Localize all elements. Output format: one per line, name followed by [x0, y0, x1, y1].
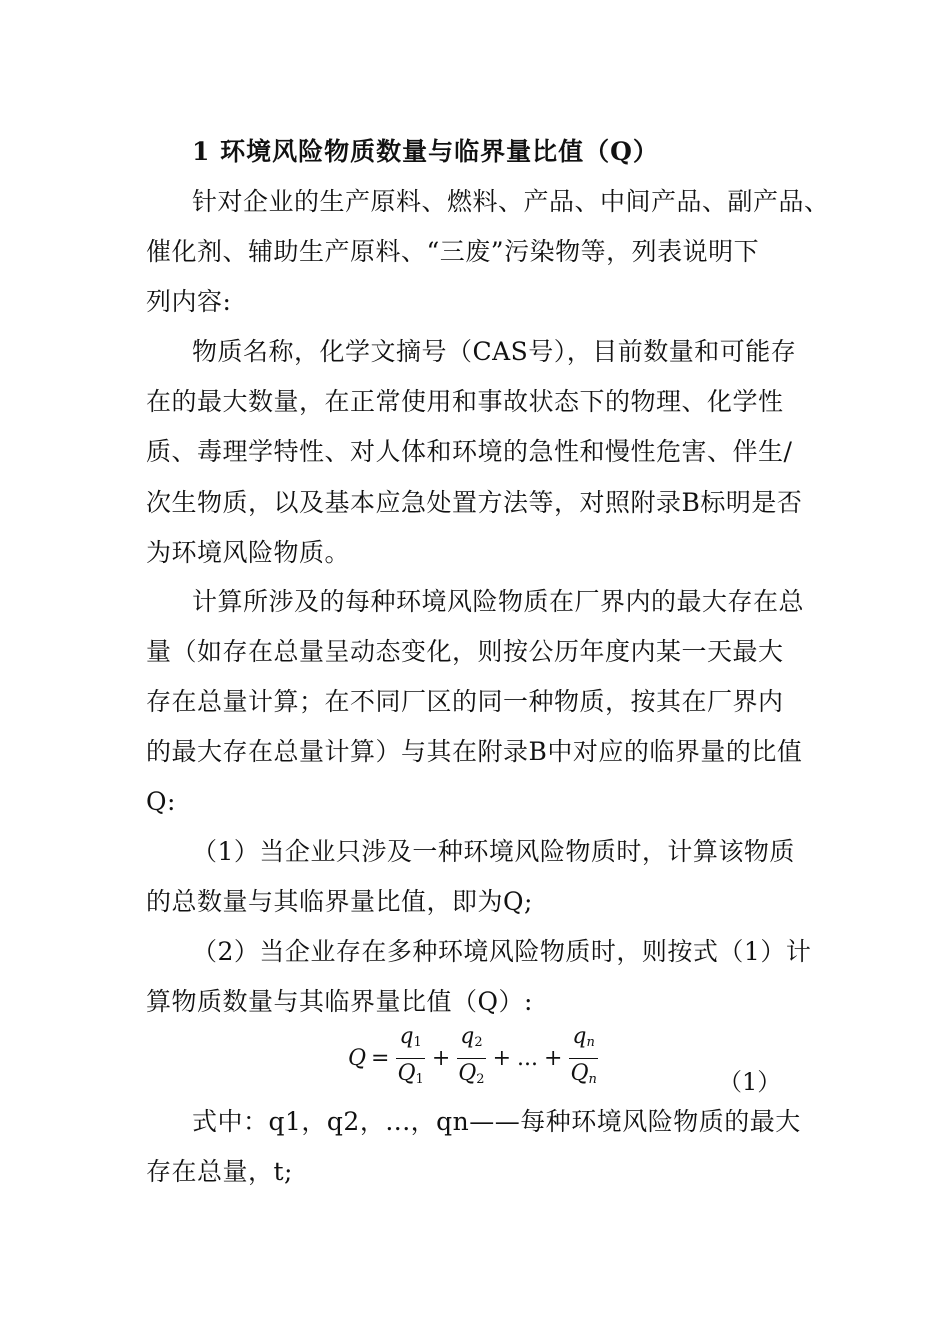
paragraph-line: 的总数量与其临界量比值，即为Q; — [146, 887, 533, 916]
paragraph-line: 在的最大数量，在正常使用和事故状态下的物理、化学性 — [146, 387, 784, 416]
formula-plus: + — [492, 1045, 512, 1071]
paragraph-line: 针对企业的生产原料、燃料、产品、中间产品、副产品、 — [192, 187, 830, 216]
fraction-denominator: $Q_2$ — [458, 1060, 485, 1087]
paragraph-line: 存在总量，t; — [146, 1157, 293, 1186]
paragraph-line: 催化剂、辅助生产原料、“三废”污染物等，列表说明下 — [146, 237, 760, 266]
paragraph-line: 的最大存在总量计算）与其在附录B中对应的临界量的比值 — [146, 737, 803, 766]
paragraph-line: （1）当企业只涉及一种环境风险物质时，计算该物质 — [192, 837, 795, 866]
paragraph-line: （2）当企业存在多种环境风险物质时，则按式（1）计 — [192, 937, 812, 966]
paragraph-line: 质、毒理学特性、对人体和环境的急性和慢性危害、伴生/ — [146, 437, 793, 466]
equation-number: （1） — [718, 1068, 782, 1096]
paragraph-line: 式中：q1，q2，...，qn——每种环境风险物质的最大 — [192, 1107, 801, 1136]
formula-plus: + — [544, 1045, 563, 1071]
fraction-denominator: $Q_n$ — [570, 1060, 597, 1087]
paragraph-line: 列内容: — [146, 287, 232, 316]
paragraph-line: 物质名称，化学文摘号（CAS号），目前数量和可能存 — [192, 337, 797, 366]
paragraph-line: 次生物质，以及基本应急处置方法等，对照附录B标明是否 — [146, 488, 803, 517]
formula-fraction-1 — [394, 1024, 426, 1093]
fraction-numerator: $q_n$ — [569, 1024, 597, 1059]
section-heading: 1 环境风险物质数量与临界量比值（Q） — [192, 137, 659, 166]
ratio-formula — [346, 1023, 602, 1090]
formula-equals: = — [371, 1045, 390, 1071]
fraction-numerator: $q_1$ — [396, 1024, 424, 1059]
formula-plus: + — [431, 1045, 451, 1071]
paragraph-line: Q: — [146, 787, 176, 816]
formula-ellipsis: ... — [517, 1045, 538, 1071]
formula-fraction-n — [567, 1024, 599, 1093]
paragraph-line: 存在总量计算；在不同厂区的同一种物质，按其在厂界内 — [146, 687, 784, 716]
formula-fraction-2 — [455, 1024, 487, 1093]
paragraph-line: 量（如存在总量呈动态变化，则按公历年度内某一天最大 — [146, 637, 784, 666]
formula-lhs: Q — [348, 1045, 367, 1071]
fraction-denominator: $Q_1$ — [397, 1060, 424, 1087]
paragraph-line: 计算所涉及的每种环境风险物质在厂界内的最大存在总 — [192, 587, 805, 616]
fraction-numerator: $q_2$ — [457, 1024, 485, 1059]
paragraph-line: 算物质数量与其临界量比值（Q）: — [146, 987, 533, 1016]
paragraph-line: 为环境风险物质。 — [146, 538, 351, 567]
